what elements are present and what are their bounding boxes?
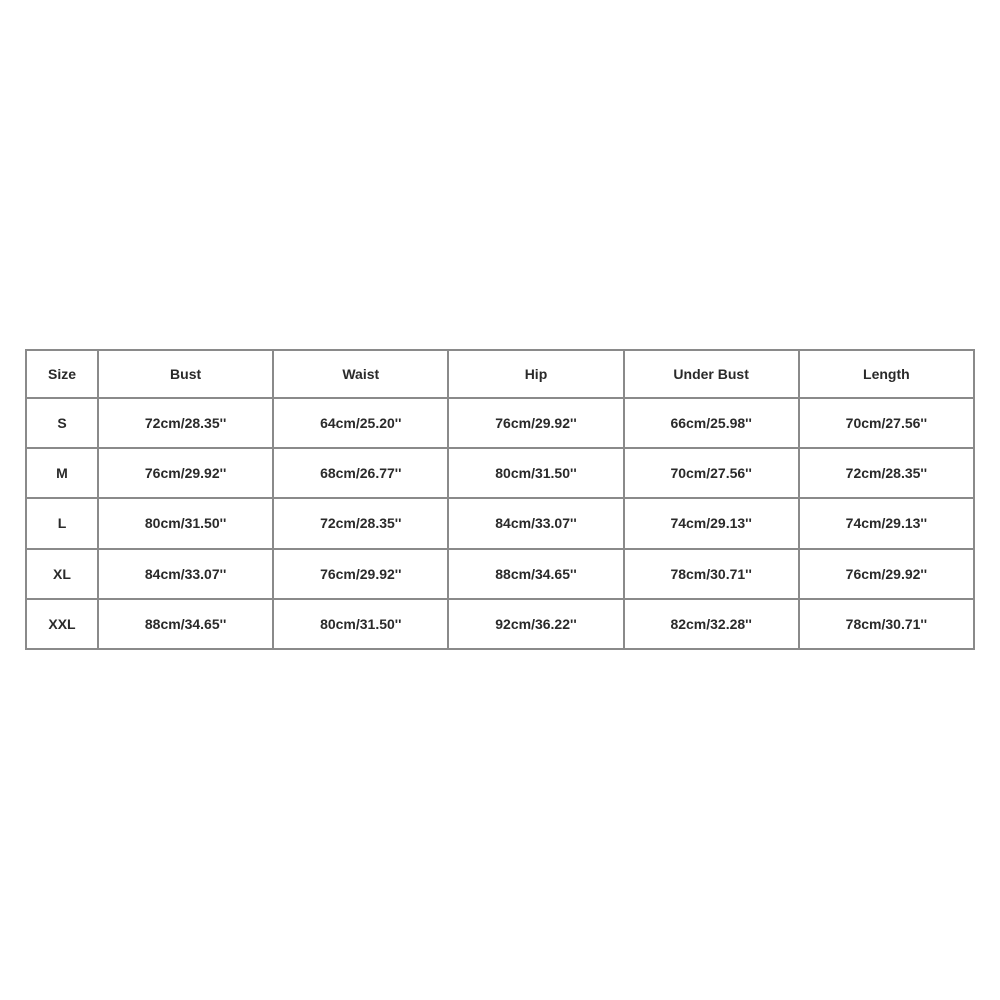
size-cell: XL <box>26 549 98 599</box>
table-row <box>26 398 974 448</box>
table-row <box>26 549 974 599</box>
table-row <box>26 448 974 498</box>
hip-cell: 84cm/33.07'' <box>448 498 623 548</box>
header-under-bust: Under Bust <box>624 350 799 398</box>
bust-cell: 80cm/31.50'' <box>98 498 273 548</box>
waist-cell: 76cm/29.92'' <box>273 549 448 599</box>
hip-cell: 76cm/29.92'' <box>448 398 623 448</box>
length-cell: 74cm/29.13'' <box>799 498 974 548</box>
under-bust-cell: 70cm/27.56'' <box>624 448 799 498</box>
waist-cell: 64cm/25.20'' <box>273 398 448 448</box>
header-size: Size <box>26 350 98 398</box>
header-length: Length <box>799 350 974 398</box>
bust-cell: 84cm/33.07'' <box>98 549 273 599</box>
waist-cell: 80cm/31.50'' <box>273 599 448 649</box>
size-cell: M <box>26 448 98 498</box>
length-cell: 72cm/28.35'' <box>799 448 974 498</box>
under-bust-cell: 82cm/32.28'' <box>624 599 799 649</box>
bust-cell: 88cm/34.65'' <box>98 599 273 649</box>
bust-cell: 76cm/29.92'' <box>98 448 273 498</box>
header-waist: Waist <box>273 350 448 398</box>
table-row <box>26 498 974 548</box>
length-cell: 76cm/29.92'' <box>799 549 974 599</box>
under-bust-cell: 66cm/25.98'' <box>624 398 799 448</box>
table-row <box>26 599 974 649</box>
under-bust-cell: 78cm/30.71'' <box>624 549 799 599</box>
length-cell: 78cm/30.71'' <box>799 599 974 649</box>
length-cell: 70cm/27.56'' <box>799 398 974 448</box>
under-bust-cell: 74cm/29.13'' <box>624 498 799 548</box>
hip-cell: 92cm/36.22'' <box>448 599 623 649</box>
hip-cell: 88cm/34.65'' <box>448 549 623 599</box>
size-chart-table <box>25 349 975 650</box>
waist-cell: 68cm/26.77'' <box>273 448 448 498</box>
hip-cell: 80cm/31.50'' <box>448 448 623 498</box>
size-chart-header <box>26 350 974 398</box>
size-cell: S <box>26 398 98 448</box>
bust-cell: 72cm/28.35'' <box>98 398 273 448</box>
size-chart-body <box>26 398 974 649</box>
size-cell: L <box>26 498 98 548</box>
size-cell: XXL <box>26 599 98 649</box>
waist-cell: 72cm/28.35'' <box>273 498 448 548</box>
header-hip: Hip <box>448 350 623 398</box>
header-bust: Bust <box>98 350 273 398</box>
header-row <box>26 350 974 398</box>
